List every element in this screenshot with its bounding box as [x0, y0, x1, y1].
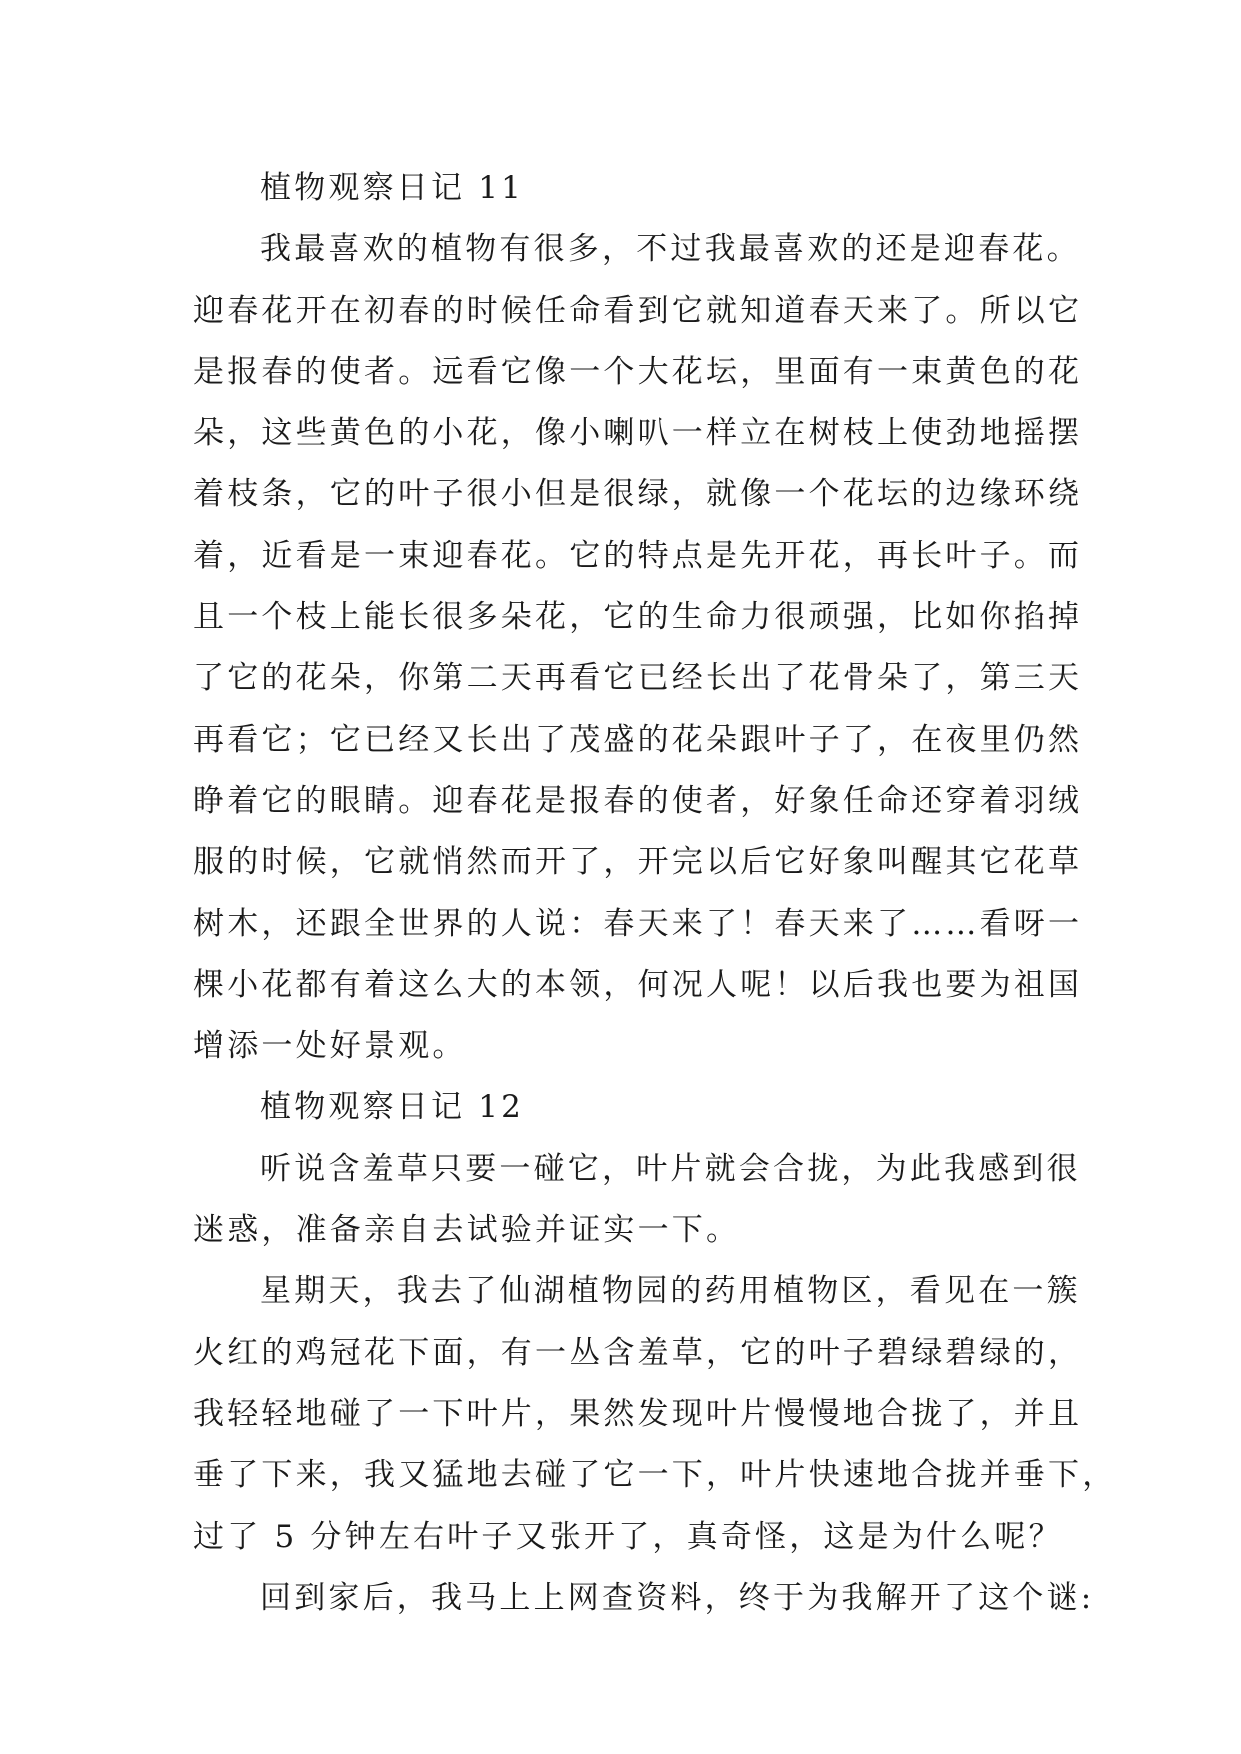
text-line: 垂了下来，我又猛地去碰了它一下，叶片快速地合拢并垂下， — [193, 1457, 1117, 1494]
text-line: 树木，还跟全世界的人说：春天来了！春天来了……看呀一 — [193, 905, 1083, 942]
text-line: 且一个枝上能长很多朵花，它的生命力很顽强，比如你掐掉 — [193, 599, 1083, 636]
text-line: 了它的花朵，你第二天再看它已经长出了花骨朵了，第三天 — [193, 660, 1083, 697]
text-line: 过了 5 分钟左右叶子又张开了，真奇怪，这是为什么呢？ — [193, 1518, 1063, 1555]
text-line: 我最喜欢的植物有很多，不过我最喜欢的还是迎春花。 — [260, 231, 1081, 268]
text-line: 听说含羞草只要一碰它，叶片就会合拢，为此我感到很 — [260, 1150, 1081, 1187]
text-line: 星期天，我去了仙湖植物园的药用植物区，看见在一簇 — [260, 1273, 1081, 1310]
document-body — [193, 158, 1117, 1629]
text-line: 棵小花都有着这么大的本领，何况人呢！以后我也要为祖国 — [193, 966, 1083, 1003]
text-line: 火红的鸡冠花下面，有一丛含羞草，它的叶子碧绿碧绿的， — [193, 1334, 1083, 1371]
text-line: 植物观察日记 11 — [260, 170, 525, 206]
text-line: 着，近看是一束迎春花。它的特点是先开花，再长叶子。而 — [193, 537, 1083, 574]
text-line: 迎春花开在初春的时候任命看到它就知道春天来了。所以它 — [193, 292, 1083, 329]
text-line: 我轻轻地碰了一下叶片，果然发现叶片慢慢地合拢了，并且 — [193, 1395, 1083, 1432]
text-line: 朵，这些黄色的小花，像小喇叭一样立在树枝上使劲地摇摆 — [193, 415, 1083, 452]
text-line: 再看它；它已经又长出了茂盛的花朵跟叶子了，在夜里仍然 — [193, 721, 1083, 758]
text-line: 是报春的使者。远看它像一个大花坛，里面有一束黄色的花 — [193, 353, 1083, 390]
text-line: 植物观察日记 12 — [260, 1089, 525, 1126]
text-line: 着枝条，它的叶子很小但是很绿，就像一个花坛的边缘环绕 — [193, 476, 1083, 513]
text-line: 增添一处好景观。 — [193, 1028, 467, 1065]
text-line: 迷惑，准备亲自去试验并证实一下。 — [193, 1212, 741, 1249]
text-line: 睁着它的眼睛。迎春花是报春的使者，好象任命还穿着羽绒 — [193, 782, 1083, 819]
text-line: 回到家后，我马上上网查资料，终于为我解开了这个谜: — [260, 1579, 1095, 1616]
text-line: 服的时候，它就悄然而开了，开完以后它好象叫醒其它花草 — [193, 844, 1083, 881]
